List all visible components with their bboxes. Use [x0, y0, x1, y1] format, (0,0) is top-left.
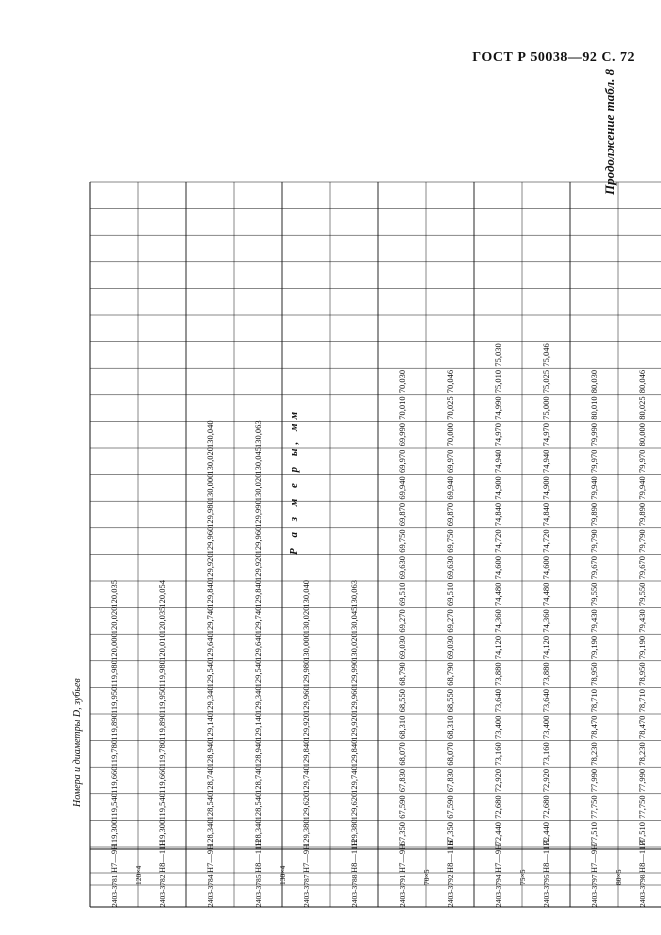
value-cell: 129,740	[300, 766, 311, 794]
value-cell: 130,000	[204, 473, 215, 502]
value-cell: 129,920	[348, 712, 359, 741]
group-size: 80×5	[613, 869, 623, 885]
value-cell: 128,340	[252, 819, 263, 847]
document-header: ГОСТ Р 50038—92 С. 72	[472, 50, 635, 65]
value-cell: 69,750	[444, 529, 455, 553]
value-cell: 78,950	[588, 662, 599, 686]
value-cell: 68,790	[444, 662, 455, 686]
value-cell: 73,400	[540, 715, 551, 739]
value-cell: 79,550	[636, 582, 647, 606]
value-cell: 73,160	[540, 742, 551, 766]
value-cell: 69,030	[396, 635, 407, 660]
value-cell: 128,740	[252, 766, 263, 794]
value-cell: 67,350	[396, 822, 407, 846]
value-cell: 129,620	[300, 792, 311, 821]
value-cell: 129,960	[204, 526, 215, 555]
value-cell: 119,780	[108, 739, 119, 768]
value-cell: 75,030	[492, 343, 503, 367]
value-cell: 129,840	[204, 579, 215, 608]
col-code: 2403-3798	[637, 874, 647, 907]
col-fit: Н7—9Н	[204, 843, 215, 873]
col-code: 2403-3792	[445, 874, 455, 907]
value-cell: 67,830	[396, 768, 407, 793]
value-cell: 129,920	[300, 712, 311, 741]
value-cell: 120,054	[156, 579, 167, 608]
value-cell: 67,350	[444, 822, 455, 846]
value-cell: 69,870	[396, 502, 407, 527]
sizes-caption: Р а з м е р ы, мм	[288, 407, 300, 555]
value-cell: 77,510	[636, 822, 647, 846]
value-cell: 73,640	[492, 689, 503, 713]
col-code: 2403-3781	[109, 874, 119, 907]
value-cell: 77,750	[636, 795, 647, 819]
value-cell: 80,046	[636, 369, 647, 394]
value-cell: 69,970	[444, 449, 455, 473]
value-cell: 68,310	[396, 715, 407, 739]
value-cell: 69,270	[396, 609, 407, 633]
value-cell: 119,950	[156, 686, 167, 714]
col-fit: Н8—11Н	[444, 839, 455, 873]
value-cell: 77,990	[636, 768, 647, 793]
value-cell: 78,710	[636, 689, 647, 713]
value-cell: 80,000	[636, 423, 647, 447]
value-cell: 72,680	[540, 795, 551, 819]
col-code: 2403-3791	[397, 874, 407, 907]
value-cell: 79,550	[588, 582, 599, 606]
value-cell: 130,040	[204, 420, 215, 448]
value-cell: 74,940	[540, 449, 551, 473]
col-code: 2403-3788	[349, 874, 359, 907]
value-cell: 119,660	[108, 766, 119, 794]
value-cell: 75,010	[492, 369, 503, 394]
value-cell: 75,000	[540, 396, 551, 420]
value-cell: 128,740	[204, 766, 215, 794]
value-cell: 79,190	[636, 635, 647, 660]
col-code: 2403-3784	[205, 874, 215, 907]
value-cell: 78,230	[588, 742, 599, 766]
value-cell: 78,710	[588, 689, 599, 713]
value-cell: 69,870	[444, 502, 455, 527]
value-cell: 69,750	[396, 529, 407, 553]
value-cell: 75,046	[540, 343, 551, 367]
value-cell: 69,990	[396, 423, 407, 447]
value-cell: 119,950	[108, 686, 119, 714]
value-cell: 129,740	[204, 606, 215, 635]
value-cell: 79,790	[588, 529, 599, 553]
value-cell: 129,340	[204, 686, 215, 714]
value-cell: 79,940	[588, 476, 599, 500]
value-cell: 79,430	[588, 609, 599, 633]
col-code: 2403-3782	[157, 874, 167, 907]
value-cell: 120,035	[108, 579, 119, 608]
value-cell: 119,300	[108, 819, 119, 847]
group-size: 75×5	[517, 869, 527, 885]
col-fit: Н7—9Н	[396, 843, 407, 873]
value-cell: 79,430	[636, 609, 647, 633]
value-cell: 74,940	[492, 449, 503, 473]
value-cell: 69,510	[444, 582, 455, 606]
value-cell: 79,970	[588, 449, 599, 473]
value-cell: 130,040	[300, 579, 311, 608]
value-cell: 78,950	[636, 662, 647, 686]
value-cell: 129,740	[252, 606, 263, 635]
value-cell: 72,440	[540, 822, 551, 846]
value-cell: 79,670	[588, 556, 599, 580]
value-cell: 74,970	[492, 423, 503, 447]
value-cell: 120,035	[156, 606, 167, 635]
value-cell: 78,470	[636, 715, 647, 739]
value-cell: 80,010	[588, 396, 599, 420]
value-cell: 68,070	[444, 742, 455, 766]
col-fit: Н7—9Н	[300, 843, 311, 873]
value-cell: 78,470	[588, 715, 599, 739]
value-cell: 129,740	[348, 766, 359, 794]
value-cell: 79,970	[636, 449, 647, 473]
value-cell: 80,030	[588, 369, 599, 394]
value-cell: 73,160	[492, 742, 503, 766]
value-cell: 73,640	[540, 689, 551, 713]
value-cell: 129,620	[348, 792, 359, 821]
value-cell: 69,270	[444, 609, 455, 633]
value-cell: 74,600	[492, 556, 503, 580]
value-cell: 68,070	[396, 742, 407, 766]
value-cell: 74,120	[540, 635, 551, 660]
value-cell: 79,890	[588, 502, 599, 527]
value-cell: 73,880	[540, 662, 551, 686]
value-cell: 129,990	[348, 659, 359, 688]
value-cell: 67,590	[396, 795, 407, 819]
value-cell: 129,840	[300, 739, 311, 768]
col-fit: Н8—11Н	[540, 839, 551, 873]
value-cell: 119,980	[156, 660, 167, 688]
value-cell: 74,360	[540, 609, 551, 633]
value-cell: 119,300	[156, 819, 167, 847]
value-cell: 119,540	[108, 793, 119, 821]
col-code: 2403-3797	[589, 874, 599, 907]
value-cell: 120,010	[156, 633, 167, 661]
col-fit: Н8—11Н	[348, 839, 359, 873]
value-cell: 74,600	[540, 556, 551, 580]
value-cell: 69,030	[444, 635, 455, 660]
value-cell: 72,920	[540, 768, 551, 793]
value-cell: 70,000	[444, 423, 455, 447]
value-cell: 80,025	[636, 396, 647, 420]
value-cell: 74,120	[492, 635, 503, 660]
value-cell: 68,310	[444, 715, 455, 739]
value-cell: 70,010	[396, 396, 407, 420]
value-cell: 129,340	[252, 686, 263, 714]
value-cell: 69,940	[396, 476, 407, 500]
value-cell: 129,640	[252, 633, 263, 661]
value-cell: 129,540	[204, 659, 215, 688]
value-cell: 129,990	[252, 500, 263, 528]
value-cell: 129,980	[204, 500, 215, 528]
value-cell: 129,960	[348, 686, 359, 714]
col-fit: Н7—9Н	[588, 843, 599, 873]
value-cell: 74,840	[492, 502, 503, 527]
value-cell: 130,063	[348, 579, 359, 608]
value-cell: 74,840	[540, 502, 551, 527]
value-cell: 74,900	[540, 476, 551, 500]
value-cell: 70,030	[396, 369, 407, 394]
value-cell: 74,720	[492, 529, 503, 553]
value-cell: 74,990	[492, 396, 503, 420]
value-cell: 68,790	[396, 662, 407, 686]
value-cell: 79,990	[588, 423, 599, 447]
value-cell: 69,510	[396, 582, 407, 606]
value-cell: 78,230	[636, 742, 647, 766]
value-cell: 75,025	[540, 369, 551, 394]
value-cell: 70,046	[444, 369, 455, 394]
value-cell: 129,140	[204, 712, 215, 741]
col-fit: Н7—9Н	[108, 843, 119, 873]
value-cell: 128,940	[204, 739, 215, 768]
value-cell: 67,590	[444, 795, 455, 819]
value-cell: 73,400	[492, 715, 503, 739]
value-cell: 79,790	[636, 529, 647, 553]
value-cell: 79,940	[636, 476, 647, 500]
col-code: 2403-3787	[301, 874, 311, 907]
col-code: 2403-3795	[541, 874, 551, 907]
group-size: 120×4	[133, 865, 143, 885]
value-cell: 129,540	[252, 659, 263, 688]
value-cell: 70,025	[444, 396, 455, 420]
value-cell: 128,540	[204, 792, 215, 821]
value-cell: 129,380	[300, 819, 311, 847]
value-cell: 129,140	[252, 712, 263, 741]
value-cell: 130,020	[300, 606, 311, 635]
value-cell: 69,630	[396, 556, 407, 580]
value-cell: 119,660	[156, 766, 167, 794]
value-cell: 129,840	[348, 739, 359, 768]
value-cell: 74,480	[540, 582, 551, 606]
value-cell: 79,670	[636, 556, 647, 580]
value-cell: 68,550	[396, 689, 407, 713]
value-cell: 79,890	[636, 502, 647, 527]
value-cell: 79,190	[588, 635, 599, 660]
value-cell: 119,780	[156, 739, 167, 768]
value-cell: 119,540	[156, 793, 167, 821]
value-cell: 67,830	[444, 768, 455, 793]
value-cell: 77,510	[588, 822, 599, 846]
value-cell: 128,940	[252, 739, 263, 768]
col-code: 2403-3785	[253, 874, 263, 907]
value-cell: 74,970	[540, 423, 551, 447]
value-cell: 128,540	[252, 792, 263, 821]
value-cell: 129,920	[204, 553, 215, 581]
value-cell: 129,960	[252, 526, 263, 555]
col-code: 2403-3794	[493, 874, 503, 907]
group-size: 70×5	[421, 869, 431, 885]
value-cell: 119,890	[108, 713, 119, 741]
value-cell: 74,720	[540, 529, 551, 553]
value-cell: 130,063	[252, 420, 263, 448]
value-cell: 77,990	[588, 768, 599, 793]
value-cell: 74,360	[492, 609, 503, 633]
value-cell: 130,045	[252, 446, 263, 475]
value-cell: 129,840	[252, 579, 263, 608]
value-cell: 74,480	[492, 582, 503, 606]
value-cell: 129,980	[300, 659, 311, 688]
value-cell: 130,020	[348, 633, 359, 661]
value-cell: 72,680	[492, 795, 503, 819]
side-title: Номера и диаметры D, зубьев	[72, 678, 83, 807]
col-fit: Н7—9Н	[492, 843, 503, 873]
value-cell: 129,920	[252, 553, 263, 581]
value-cell: 130,000	[300, 633, 311, 661]
value-cell: 128,340	[204, 819, 215, 847]
value-cell: 129,640	[204, 633, 215, 661]
value-cell: 72,920	[492, 768, 503, 793]
continuation-title: Продолжение табл. 8	[602, 68, 617, 195]
value-cell: 120,000	[108, 633, 119, 661]
value-cell: 69,940	[444, 476, 455, 500]
group-size: 130×4	[277, 865, 287, 885]
col-fit: Н8—11Н	[636, 839, 647, 873]
value-cell: 73,880	[492, 662, 503, 686]
value-cell: 130,020	[252, 473, 263, 502]
value-cell: 119,890	[156, 713, 167, 741]
col-fit: Н8—11Н	[156, 839, 167, 873]
value-cell: 130,045	[348, 606, 359, 635]
value-cell: 69,970	[396, 449, 407, 473]
value-cell: 120,020	[108, 606, 119, 635]
value-cell: 68,550	[444, 689, 455, 713]
value-cell: 72,440	[492, 822, 503, 846]
value-cell: 119,980	[108, 660, 119, 688]
col-fit: Н8—11Н	[252, 839, 263, 873]
value-cell: 129,380	[348, 819, 359, 847]
value-cell: 77,750	[588, 795, 599, 819]
value-cell: 129,960	[300, 686, 311, 714]
value-cell: 69,630	[444, 556, 455, 580]
value-cell: 130,020	[204, 446, 215, 475]
value-cell: 74,900	[492, 476, 503, 500]
